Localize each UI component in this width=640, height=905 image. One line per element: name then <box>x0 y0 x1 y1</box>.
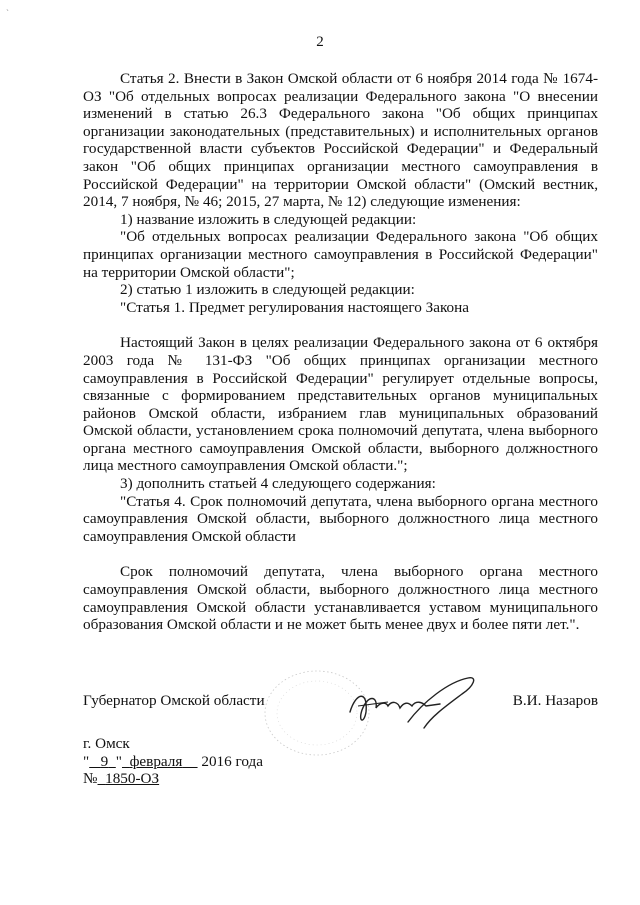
item-3-title: "Статья 4. Срок полномочий депутата, члена выборного органа местного самоуправления Омской области, выборного должностного лица местного самоуправления Омской области <box>83 492 598 545</box>
spacer <box>83 545 598 563</box>
date-quote-close: " <box>115 752 122 770</box>
item-3-label: 3) дополнить статьей 4 следующего содержания: <box>120 475 436 493</box>
document-body <box>83 70 598 634</box>
item-2-text: Настоящий Закон в целях реализации Федерального закона от 6 октября 2003 года № 131-ФЗ "Об общих принципах организации местного самоуправления в Российской Федерации" регулирует отдельные вопросы, связанные с формированием представительных органов муниципальных районов Омской области, избранием глав муниципальных образований Омской области, установлением срока полномочий депутата, члена выборного органа местного самоуправления Омской области, выборного должностного лица местного самоуправления Омской области."; <box>83 334 598 475</box>
article-2-intro: Статья 2. Внести в Закон Омской области от 6 ноября 2014 года № 1674-ОЗ "Об отдельных вопросах реализации Федерального закона "О внесении изменений в статью 26.3 Федерального закона "Об общих принципах организации законодательных (представительных) и исполнительных органов государственной власти субъектов Российской Федерации" и Федеральный закон "Об общих принципах организации местного самоуправления в Российской Федерации" на территории Омской области" (Омский вестник, 2014, 7 ноября, № 46; 2015, 27 марта, № 12) следующие изменения: <box>83 70 598 211</box>
place-date-block <box>83 735 263 788</box>
item-1-label: 1) название изложить в следующей редакции: <box>120 210 417 228</box>
item-2-title: "Статья 1. Предмет регулирования настоящего Закона <box>120 298 470 316</box>
law-number: 1850-ОЗ <box>105 770 160 788</box>
law-number-line <box>83 770 263 788</box>
corner-mark: ` <box>6 8 9 18</box>
signature-row <box>83 692 598 732</box>
date-quote-open: " <box>83 752 90 770</box>
signatory-name: В.И. Назаров <box>512 692 598 709</box>
item-3-text: Срок полномочий депутата, члена выборного органа местного самоуправления Омской области, выборного должностного лица местного самоуправления Омской области устанавливается уставом муниципального образования Омской области и не может быть менее двух и более пяти лет.". <box>83 563 598 634</box>
signatory-role: Губернатор Омской области <box>83 692 265 709</box>
date-day: 9 <box>100 752 109 770</box>
item-2-label: 2) статью 1 изложить в следующей редакции: <box>120 281 415 299</box>
item-1-text: "Об отдельных вопросах реализации Федерального закона "Об общих принципах организации местного самоуправления в Российской Федерации" на территории Омской области"; <box>83 228 598 281</box>
spacer <box>83 316 598 334</box>
handwritten-signature-icon <box>328 672 488 732</box>
date-line <box>83 753 263 771</box>
number-prefix: № <box>83 770 98 788</box>
page-number: 2 <box>316 34 324 50</box>
date-year: 2016 года <box>201 752 264 770</box>
date-month: февраля <box>129 752 183 770</box>
city: г. Омск <box>83 735 130 752</box>
